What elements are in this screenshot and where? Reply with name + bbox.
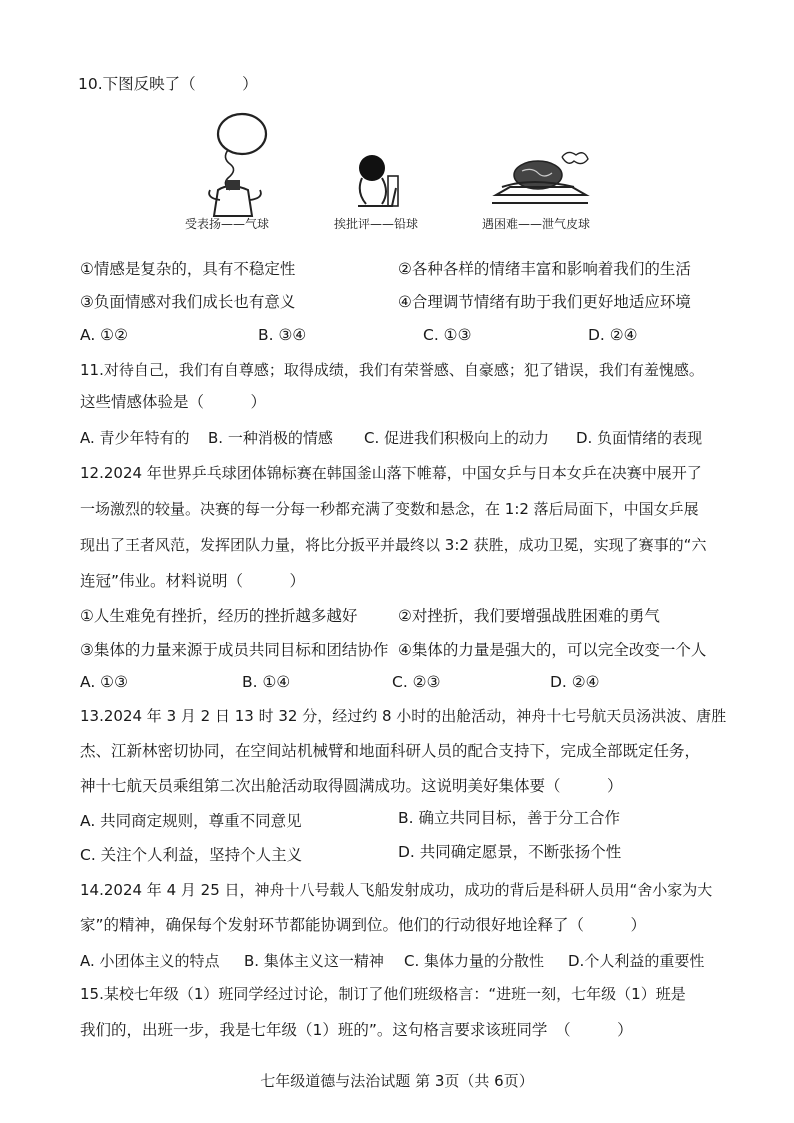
q10-option-c: C. ①③ [423, 326, 472, 344]
q12-statement-4: ④集体的力量是强大的，可以完全改变一个人 [398, 641, 707, 659]
q10-statement-1: ①情感是复杂的，具有不稳定性 [80, 260, 296, 278]
q12-statement-1: ①人生难免有挫折，经历的挫折越多越好 [80, 607, 358, 625]
q10-statement-4: ④合理调节情绪有助于我们更好地适应环境 [398, 293, 691, 311]
q10-statement-3: ③负面情感对我们成长也有意义 [80, 293, 296, 311]
shotput-caption: 挨批评——铅球 [334, 217, 419, 231]
page-footer: 七年级道德与法治试题 第 3页（共 6页） [260, 1072, 534, 1090]
q12-option-b: B. ①④ [242, 673, 291, 691]
q12-option-d: D. ②④ [550, 673, 600, 691]
shotput-illustration [348, 148, 408, 218]
q12-statement-3: ③集体的力量来源于成员共同目标和团结协作 [80, 641, 389, 659]
q10-statement-2: ②各种各样的情绪丰富和影响着我们的生活 [398, 260, 691, 278]
q13-stem-line-3: 神十七航天员乘组第二次出舱活动取得圆满成功。这说明美好集体要（ ） [80, 777, 623, 795]
q12-stem-line-3: 现出了王者风范，发挥团队力量，将比分扳平并最终以 3:2 获胜，成功卫冕，实现了赛事的“六 [80, 536, 707, 554]
q13-stem-line-1: 13.2024 年 3 月 2 日 13 时 32 分，经过约 8 小时的出舱活动，神舟十七号航天员汤洪波、唐胜 [80, 707, 727, 725]
q11-stem-line-2: 这些情感体验是（ ） [80, 393, 267, 411]
q15-stem-line-1: 15.某校七年级（1）班同学经过讨论，制订了他们班级格言：“进班一刻，七年级（1）班是 [80, 985, 686, 1003]
q12-stem-line-4: 连冠”伟业。材料说明（ ） [80, 572, 306, 590]
q12-option-a: A. ①③ [80, 673, 128, 691]
q10-option-a: A. ①② [80, 326, 128, 344]
q12-statement-2: ②对挫折，我们要增强战胜困难的勇气 [398, 607, 660, 625]
q14-option-d: D.个人利益的重要性 [568, 952, 705, 970]
q14-stem-line-1: 14.2024 年 4 月 25 日，神舟十八号载人飞船发射成功，成功的背后是科研人员用“舍小家为大 [80, 881, 713, 899]
q10-stem: 10.下图反映了（ ） [78, 75, 258, 93]
q13-option-c: C. 关注个人利益，坚持个人主义 [80, 846, 303, 864]
deflated-ball-illustration [488, 145, 592, 215]
q11-stem-line-1: 11.对待自己，我们有自尊感；取得成绩，我们有荣誉感、自豪感；犯了错误，我们有羞愧感。 [80, 361, 704, 379]
q11-option-a: A. 青少年特有的 [80, 429, 190, 447]
q13-stem-line-2: 杰、江新林密切协同，在空间站机械臂和地面科研人员的配合支持下，完成全部既定任务， [80, 742, 701, 760]
q13-option-a: A. 共同商定规则，尊重不同意见 [80, 812, 302, 830]
balloon-caption: 受表扬——气球 [185, 217, 270, 231]
q14-option-c: C. 集体力量的分散性 [404, 952, 545, 970]
q13-option-d: D. 共同确定愿景，不断张扬个性 [398, 843, 622, 861]
q11-option-c: C. 促进我们积极向上的动力 [364, 429, 550, 447]
q15-stem-line-2: 我们的，出班一步，我是七年级（1）班的”。这句格言要求该班同学 （ ） [80, 1021, 633, 1039]
q10-option-b: B. ③④ [258, 326, 307, 344]
deflated-ball-caption: 遇困难——泄气皮球 [482, 217, 591, 231]
q10-option-d: D. ②④ [588, 326, 638, 344]
balloon-illustration [190, 108, 280, 218]
q12-stem-line-1: 12.2024 年世界乒乓球团体锦标赛在韩国釜山落下帷幕，中国女乒与日本女乒在决赛中展开了 [80, 464, 702, 482]
q13-option-b: B. 确立共同目标，善于分工合作 [398, 809, 620, 827]
q14-option-a: A. 小团体主义的特点 [80, 952, 220, 970]
q11-option-b: B. 一种消极的情感 [208, 429, 333, 447]
q12-option-c: C. ②③ [392, 673, 441, 691]
q12-stem-line-2: 一场激烈的较量。决赛的每一分每一秒都充满了变数和悬念，在 1:2 落后局面下，中国女乒展 [80, 500, 699, 518]
q11-option-d: D. 负面情绪的表现 [576, 429, 703, 447]
q14-stem-line-2: 家”的精神，确保每个发射环节都能协调到位。他们的行动很好地诠释了（ ） [80, 916, 647, 934]
q14-option-b: B. 集体主义这一精神 [244, 952, 384, 970]
